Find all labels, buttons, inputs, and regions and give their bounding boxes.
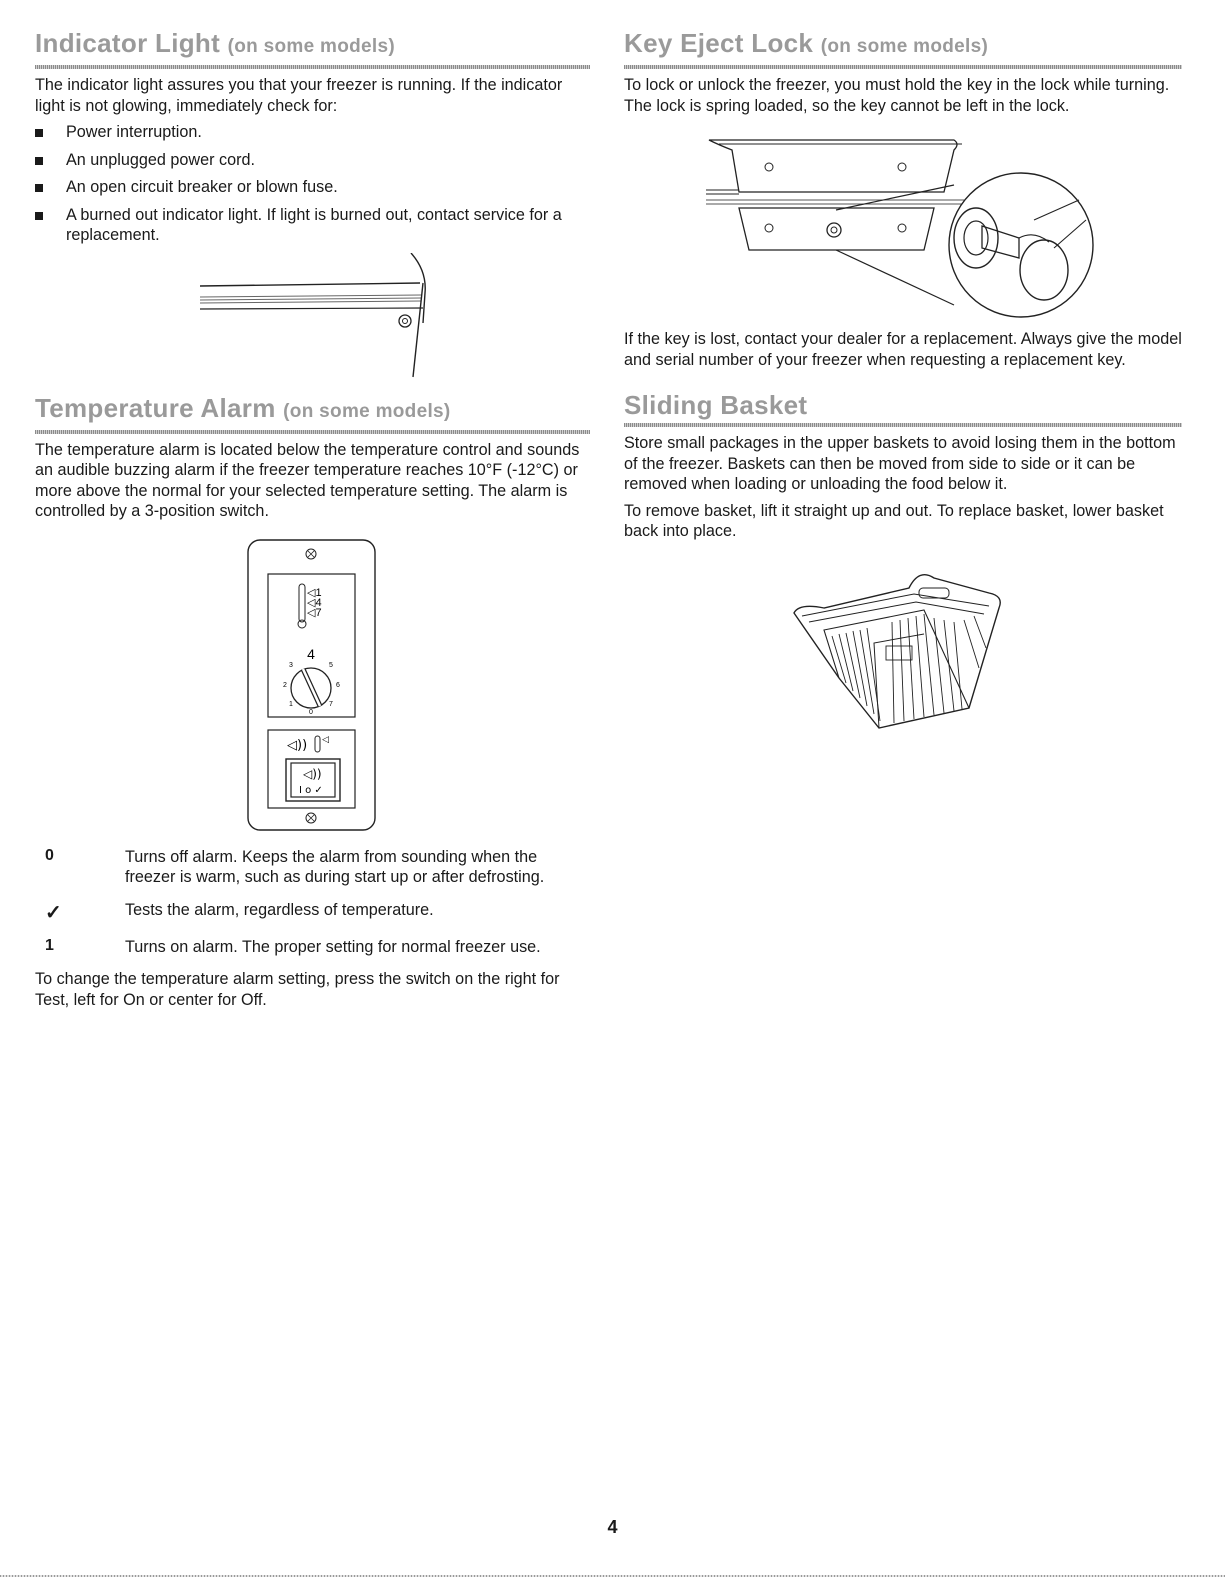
page-number: 4 <box>607 1517 618 1537</box>
left-column <box>35 28 590 1016</box>
section-rule <box>35 430 590 434</box>
temperature-alarm-outro: To change the temperature alarm setting, press the switch on the right for Test, left for On or center for Off. <box>35 970 560 1009</box>
section-rule <box>624 423 1182 427</box>
screw-icon <box>898 224 906 232</box>
key-eject-lock-title: Key Eject Lock <box>624 28 814 58</box>
temperature-alarm-title: Temperature Alarm <box>35 392 276 423</box>
setting-row-on <box>35 937 590 958</box>
list-item <box>35 205 590 246</box>
screw-icon <box>765 224 773 232</box>
svg-text:◁: ◁ <box>322 734 329 745</box>
bullet-icon <box>35 212 43 220</box>
svg-text:◁)): ◁)) <box>303 766 322 781</box>
on-symbol: 1 <box>45 936 54 954</box>
alarm-settings-list <box>35 847 590 958</box>
setting-description: Tests the alarm, regardless of temperature. <box>125 900 434 919</box>
temperature-alarm-heading <box>35 393 590 427</box>
setting-description: Turns on alarm. The proper setting for normal freezer use. <box>125 937 541 956</box>
section-rule <box>35 65 590 69</box>
list-item-text: An unplugged power cord. <box>66 150 255 169</box>
temperature-control-panel-illustration <box>35 534 590 834</box>
indicator-check-list <box>35 122 590 246</box>
list-item <box>35 150 590 171</box>
right-column <box>624 28 1182 743</box>
bullet-icon <box>35 129 43 137</box>
bullet-icon <box>35 184 43 192</box>
svg-text:3: 3 <box>289 661 293 669</box>
speaker-icon: ◁)) <box>287 737 308 753</box>
lock-cylinder-icon <box>827 223 841 237</box>
section-rule <box>624 65 1182 69</box>
indicator-light-heading <box>35 28 590 62</box>
off-symbol: 0 <box>45 846 54 864</box>
setting-row-test <box>35 900 590 925</box>
sliding-basket-paragraph-2: To remove basket, lift it straight up and out. To replace basket, lower basket back into place. <box>624 501 1164 540</box>
key-lost-paragraph: If the key is lost, contact your dealer for a replacement. Always give the model and serial number of your freezer when requesting a replacement key. <box>624 330 1182 369</box>
list-item <box>35 177 590 198</box>
key-eject-lock-intro: To lock or unlock the freezer, you must hold the key in the lock while turning. The lock is spring loaded, so the key cannot be left in the lock. <box>624 76 1170 115</box>
screw-icon <box>765 163 773 171</box>
scale-marker-4: ◁4 <box>307 596 322 609</box>
indicator-light-title: Indicator Light <box>35 28 221 58</box>
sliding-basket-title: Sliding Basket <box>624 390 808 420</box>
sliding-basket-heading <box>624 390 1182 420</box>
scale-marker-7: ◁7 <box>307 606 322 619</box>
svg-text:7: 7 <box>329 700 333 708</box>
list-item <box>35 122 590 143</box>
svg-text:6: 6 <box>336 681 340 689</box>
screw-icon <box>898 163 906 171</box>
bullet-icon <box>35 157 43 165</box>
temperature-alarm-subtitle: (on some models) <box>283 400 451 422</box>
svg-text:0: 0 <box>309 708 313 716</box>
svg-text:1: 1 <box>289 700 293 708</box>
indicator-light-icon <box>399 315 411 327</box>
basket-illustration <box>624 558 1182 738</box>
checkmark-icon: ✓ <box>45 901 62 924</box>
svg-text:I o ✓: I o ✓ <box>299 784 323 796</box>
key-eject-lock-heading <box>624 28 1182 62</box>
dial-setting-label: 4 <box>307 645 315 662</box>
temperature-alarm-intro: The temperature alarm is located below the temperature control and sounds an audible buzzing alarm if the freezer temperature reaches 10°F (-12°C) or more above the normal for your selected temperature setting. The alarm is controlled by a 3-position switch. <box>35 440 580 520</box>
list-item-text: Power interruption. <box>66 123 202 141</box>
key-detail-magnifier <box>949 173 1093 317</box>
sliding-basket-paragraph-1: Store small packages in the upper baskets to avoid losing them in the bottom of the freezer. Baskets can then be moved from side to side or it can be removed when loading or unloading the food below it. <box>624 434 1176 493</box>
key-eject-lock-subtitle: (on some models) <box>820 36 989 57</box>
setting-row-off <box>35 847 590 888</box>
list-item-text: An open circuit breaker or blown fuse. <box>66 178 338 196</box>
svg-text:5: 5 <box>329 661 333 669</box>
scale-marker-1: ◁1 <box>307 586 322 599</box>
indicator-light-subtitle: (on some models) <box>227 36 395 57</box>
indicator-light-intro: The indicator light assures you that your freezer is running. If the indicator light is not glowing, immediately check for: <box>35 76 563 115</box>
bottom-rule <box>0 1575 1225 1577</box>
key-lock-illustration <box>624 130 1182 320</box>
setting-description: Turns off alarm. Keeps the alarm from sounding when the freezer is warm, such as during start up or after defrosting. <box>125 847 545 886</box>
svg-text:2: 2 <box>283 681 287 689</box>
indicator-light-illustration <box>35 253 590 378</box>
list-item-text: A burned out indicator light. If light is burned out, contact service for a replacement. <box>66 205 562 244</box>
